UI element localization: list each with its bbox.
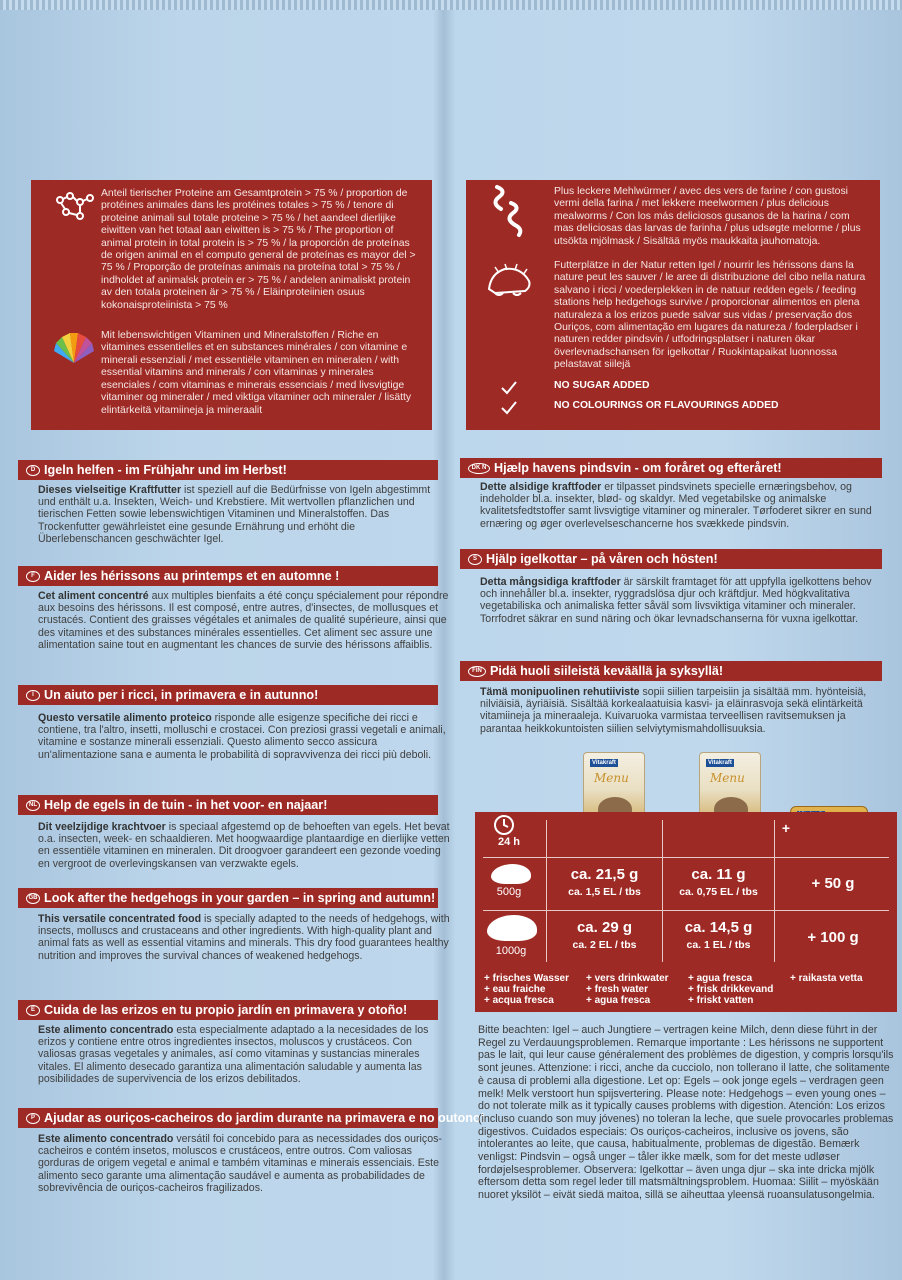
section-body-se: [476, 576, 894, 625]
hedgehog-icon: [486, 258, 532, 304]
no-sugar-claim: NO SUGAR ADDED: [554, 379, 650, 391]
water-line: + frisk drikkevand: [688, 984, 774, 995]
milk-warning-notes: Bitte beachten: Igel – auch Jungtiere – vertragen keine Milch, denn diese führt in der Regel zu Verdauungsproblemen. Remarque importante : Les hérissons ne supportent pas le lait, qui leur cause généralement des problèmes de digestion, y compris lorsqu'ils sont jeunes. Attenzione: i ricci, anche da cucciolo, non tollerano il latte, che solitamente è causa di problemi alla digestione. Let op: Egels – ook jonge egels – verdragen geen melk! Melk verstoort hun spijsvertering. Please note: Hedgehogs – even young ones – do not tolerate milk as it typically causes problems with digestion. Atención: Los erizos (incluso cuando son muy jóvenes) no toleran la leche, que suele provocarles problemas digestivos. Cuidados especiais: Os ouriços-cacheiros, inclusive os jovens, são intolerantes ao leite, que causa, habitualmente, problemas de digestão. Bemærk venligst: Pindsvin – også unger – tåler ikke mælk, som for det meste udløser fordøjelsesproblemer. Observera: Igelkottar – även unga djur – ska inte dricka mjölk eftersom detta som regel leder till matsmältningsproblem. Huomaa: Siilit – myöskään nuoret yksilöt – eivät siedä maitoa, sillä se aiheuttaa yleensä ruoansulatusongelmia.: [478, 1024, 894, 1202]
flag-fin: FIN: [468, 666, 486, 677]
section-title: Cuida de las erizos en tu propio jardín en primavera y otoño!: [44, 1003, 408, 1017]
mealworm-icon: [486, 188, 532, 234]
flag-dk-n: DK N: [468, 463, 490, 474]
protein-claim: Anteil tierischer Proteine am Gesamtprotein > 75 % / proportion de protéines animales dans les protéines totales > 75 % / tenore di proteine animali sul totale proteine > 75 % / het aandeel dierlijke eiwitten van het totaal aan eiwitten is > 75 % / The proportion of animal protein in total protein is > 75 % / la proporción de proteínas de origen animal en el computo general de proteínas es mayor del > 75 % / Proporção de proteínas animais na proteína total > 75 % / indholdet af animalsk protein er > 75 % / andelen animaliskt protein av den totala proteinen är > 75 % / Eläinproteiinien osuus kokonaisproteiinista > 75 %: [101, 188, 416, 311]
section-body-gb: [34, 913, 454, 962]
water-line: + raikasta vetta: [790, 973, 863, 984]
section-text: risponde alle esigenze specifiche dei ricci e contiene, tra l'altro, insetti, molluschi e crostacei. Con preziosi grassi vegetali e animali, vitamine e sostanze minerali essenziali. Questo alimento secco assicura un'alimentazione sana e aumenta le probabilità di sopravvivenza dei ricci più deboli.: [38, 712, 446, 761]
water-line: + fresh water: [586, 984, 648, 995]
plus-sign: +: [781, 820, 791, 836]
flag-it: I: [26, 690, 40, 701]
water-line: + vers drinkwater: [586, 973, 669, 984]
section-title: Help de egels in de tuin - in het voor- en najaar!: [44, 798, 328, 812]
section-title: Look after the hedgehogs in your garden – in spring and autumn!: [44, 891, 436, 905]
water-line: + agua fresca: [688, 973, 753, 984]
no-colourings-claim: NO COLOURINGS OR FLAVOURINGS ADDED: [554, 400, 779, 412]
mixed-spoons: ca. 0,75 EL / tbs: [679, 886, 758, 898]
section-title: Pidä huoli siileistä keväällä ja syksyllä!: [490, 664, 724, 678]
section-title: Ajudar as ouriços-cacheiros do jardim durante na primavera e no outono!: [44, 1111, 485, 1125]
time-label: 24 h: [497, 836, 520, 848]
lead-phrase: Dit veelzijdige krachtvoer: [38, 821, 166, 833]
dry-amount: ca. 21,5 g: [570, 866, 639, 883]
mixed-spoons: ca. 1 EL / tbs: [686, 939, 751, 951]
mealworm-claim: Plus leckere Mehlwürmer / avec des vers de farine / con gustosi vermi della farina / met lekkere meelwormen / plus delicious mealworms / Con los más deliciosos gusanos de la harina / com mas deliciosas das larvas de farinha / plus udsøgte melorme / plus utsökta mjölmask / Sisältää myös maukkaita jauhomatoja.: [554, 186, 861, 247]
section-body-fin: [476, 686, 894, 735]
lead-phrase: Dette alsidige kraftfoder: [480, 481, 602, 493]
section-heading-es: [18, 1000, 438, 1020]
pack-name: Menu: [594, 771, 629, 785]
section-body-es: [34, 1024, 454, 1085]
lead-phrase: This versatile concentrated food: [38, 913, 202, 925]
section-text: är särskilt framtaget för att uppfylla igelkottens behov och innehåller bl.a. insekter, ryggradslösa djur och kräftdjur. Med högkvalitativa vegetabiliska och animaliska fetter såväl som livsviktiga vitaminer och mineraler. Torrfodret säkrar en sund näring och ökar levnadschanserna för vuxna igelkottar.: [480, 576, 872, 625]
lead-phrase: Detta mångsidiga kraftfoder: [480, 576, 621, 588]
flag-s: S: [468, 554, 482, 565]
section-heading-se: [460, 549, 882, 569]
pack-brand: Vitakraft: [592, 760, 616, 766]
feeding-guide-table: [475, 812, 897, 970]
section-title: Aider les hérissons au printemps et en automne !: [44, 569, 340, 583]
package-seal-crimp: [0, 0, 902, 10]
checkmark-icon: [486, 398, 532, 418]
section-body-fr: [34, 590, 454, 651]
hedgehog-small-icon: [491, 864, 531, 884]
section-text: is speciaal afgestemd op de behoeften van egels. Het bevat o.a. insecten, week- en schaaldieren. Met hoogwaardige plantaardige en dierlijke vetten en essentiële vitaminen en mineralen. Dit droogvoer garandeert een gezonde voeding en vergroot de overlevingskansen van verzwakte egels.: [38, 821, 450, 870]
left-claims-panel: [31, 180, 432, 430]
table-row-500g: [475, 858, 897, 910]
section-body-de: [34, 484, 454, 545]
water-line: + eau fraiche: [484, 984, 546, 995]
section-text: esta especialmente adaptado a la necesidades de los erizos y contiene entre otros ingredientes insectos, moluscos y crustáceos. Con valiosas grasas vegetales y animales, así como vitaminas y sustancias minerales vitales. El alimento desecado garantiza una alimentación saludable y aumenta las posibilidades de supervivencia de los erizos debilitados.: [38, 1024, 429, 1085]
pack-name: Menu: [710, 771, 745, 785]
vitamins-claim: Mit lebenswichtigen Vitaminen und Mineralstoffen / Riche en vitamines essentielles et en substances minérales / con vitamine e minerali essenziali / met essentiële vitaminen en mineralen / with essential vitamins and minerals / con vitaminas y minerales esenciales / com vitaminas e minerais essenciais / med livsvigtige vitaminer og mineraler / med viktiga vitaminer och mineraler / lisätty elintärkeitä vitamiineja ja mineraalit: [101, 330, 412, 416]
flag-es: E: [26, 1005, 40, 1016]
wet-food-amount: + 50 g: [811, 875, 855, 892]
lead-phrase: Este alimento concentrado: [38, 1133, 174, 1145]
water-column-1: [484, 973, 569, 1006]
pack-brand: Vitakraft: [708, 760, 732, 766]
water-line: + frisches Wasser: [484, 973, 569, 984]
section-title: Igeln helfen - im Frühjahr und im Herbst!: [44, 463, 287, 477]
section-text: versátil foi concebido para as necessidades dos ouriços-cacheiros e contém insetos, moluscos e crustáceos, entre outros. Com valiosas gorduras de origem vegetal e animal e também vitaminas e minerais essenciais. Este alimento seco garante uma alimentação saudável e aumenta as probabilidades de sobrevivência de ouriços-cacheiros fragilizados.: [38, 1133, 442, 1194]
section-title: Hjälp igelkottar – på våren och hösten!: [486, 552, 718, 566]
section-title: Un aiuto per i ricci, in primavera e in autunno!: [44, 688, 319, 702]
section-heading-nl: [18, 795, 438, 815]
lead-phrase: Cet aliment concentré: [38, 590, 149, 602]
section-heading-it: [18, 685, 438, 705]
molecule-icon: [51, 186, 97, 232]
section-text: sopii siilien tarpeisiin ja sisältää mm. hyönteisiä, nilviäisiä, äyriäisiä. Sisältää korkealaatuisia kasvi- ja eläinrasvoja sekä elintärkeitä vitamiineja ja mineraaleja. Kuivaruoka varmistaa terveellisen ravitsemuksen ja parantaa heikkokuntoisten siilien selviytymismahdollisuuksia.: [480, 686, 867, 735]
dry-spoons: ca. 1,5 EL / tbs: [568, 886, 641, 898]
lead-phrase: Dieses vielseitige Kraftfutter: [38, 484, 182, 496]
water-column-4: [790, 973, 863, 984]
lead-phrase: Este alimento concentrado: [38, 1024, 174, 1036]
weight-label: 1000g: [495, 945, 527, 957]
dry-amount: ca. 29 g: [576, 919, 633, 936]
section-heading-fin: [460, 661, 882, 681]
feeding-station-claim: Futterplätze in der Natur retten Igel / nourrir les hérissons dans la nature peut les sauver / le aree di distribuzione del cibo nella natura salvano i ricci / voederplekken in de natuur redden egels / feeding stations help hedgehogs survive / proporcionar alimentos en plena naturaleza a los erizos puede salvar sus vidas / preservação dos Ouriços, com alimentação em lugares da natureza / foderpladser i naturen redder pindsvin / utfodringsplatser i naturen ökar överlevnadschansen för igelkottar / Ruokintapaikat luonnossa pelastavat siilejä: [554, 260, 866, 371]
section-title: Hjælp havens pindsvin - om foråret og efteråret!: [494, 461, 782, 475]
water-line: + agua fresca: [586, 995, 651, 1006]
water-column-3: [688, 973, 773, 1006]
section-text: aux multiples bienfaits a été conçu spécialement pour répondre aux besoins des hérissons. Il est composé, entre autres, d'insectes, de mollusques et crustacés. Contient des graisses végétales et animales de qualité supérieure, ainsi que des vitamines et des substances minérales essentielles. Cet aliment sec assure une alimentation saine tout en augmentant les chances de survie des hérissons affaiblis.: [38, 590, 449, 651]
flag-pt: P: [26, 1113, 40, 1124]
section-body-pt: [34, 1133, 454, 1194]
table-row-1000g: [475, 911, 897, 969]
section-body-it: [34, 712, 454, 761]
section-text: is specially adapted to the needs of hedgehogs, with insects, molluscs and crustaceans and other ingredients. With high-quality plant and animal fats as well as essential vitamins and minerals. This dry food guarantees healthy nutrition and improves the survival chances of weakened hedgehogs.: [38, 913, 450, 962]
mixed-amount: ca. 11 g: [691, 866, 746, 883]
section-text: ist speziell auf die Bedürfnisse von Igeln abgestimmt und enthält u.a. Insekten, Weich- und Krebstiere. Mit wertvollen pflanzlichen und tierischen Fetten sowie lebenswichtigen Vitaminen und Mineralstoffen. Das Trockenfutter gewährleistet eine gesunde Ernährung und erhöht die Überlebenschancen geschwächter Igel.: [38, 484, 431, 545]
section-heading-dk: [460, 458, 882, 478]
flag-nl: NL: [26, 800, 40, 811]
weight-label: 500g: [496, 886, 522, 898]
lead-phrase: Tämä monipuolinen rehutiiviste: [480, 686, 640, 698]
section-heading-pt: [18, 1108, 485, 1128]
flag-fr: F: [26, 571, 40, 582]
flag-gb: GB: [26, 893, 40, 904]
wet-food-amount: + 100 g: [807, 929, 859, 946]
water-line: + acqua fresca: [484, 995, 554, 1006]
water-line: + friskt vatten: [688, 995, 754, 1006]
lead-phrase: Questo versatile alimento proteico: [38, 712, 212, 724]
right-claims-panel: [466, 180, 880, 430]
section-heading-gb: [18, 888, 438, 908]
rainbow-fan-icon: [51, 326, 97, 372]
water-column-2: [586, 973, 669, 1006]
mixed-amount: ca. 14,5 g: [684, 919, 753, 936]
section-heading-de: [18, 460, 438, 480]
section-text: er tilpasset pindsvinets specielle ernæringsbehov, og indeholder bl.a. insekter, blød- og skaldyr. Med vegetabilske og animalske kvalitetsfedtstoffer samt livsvigtige vitaminer og mineraler. Tørfoderet sikrer en sund ernæring og øger overlevelseschancerne hos svækkede pindsvin.: [480, 481, 872, 530]
section-body-dk: [476, 481, 894, 530]
checkmark-icon: [486, 378, 532, 398]
dry-spoons: ca. 2 EL / tbs: [572, 939, 637, 951]
flag-de: D: [26, 465, 40, 476]
section-body-nl: [34, 821, 454, 870]
hedgehog-large-icon: [487, 915, 537, 941]
section-heading-fr: [18, 566, 438, 586]
